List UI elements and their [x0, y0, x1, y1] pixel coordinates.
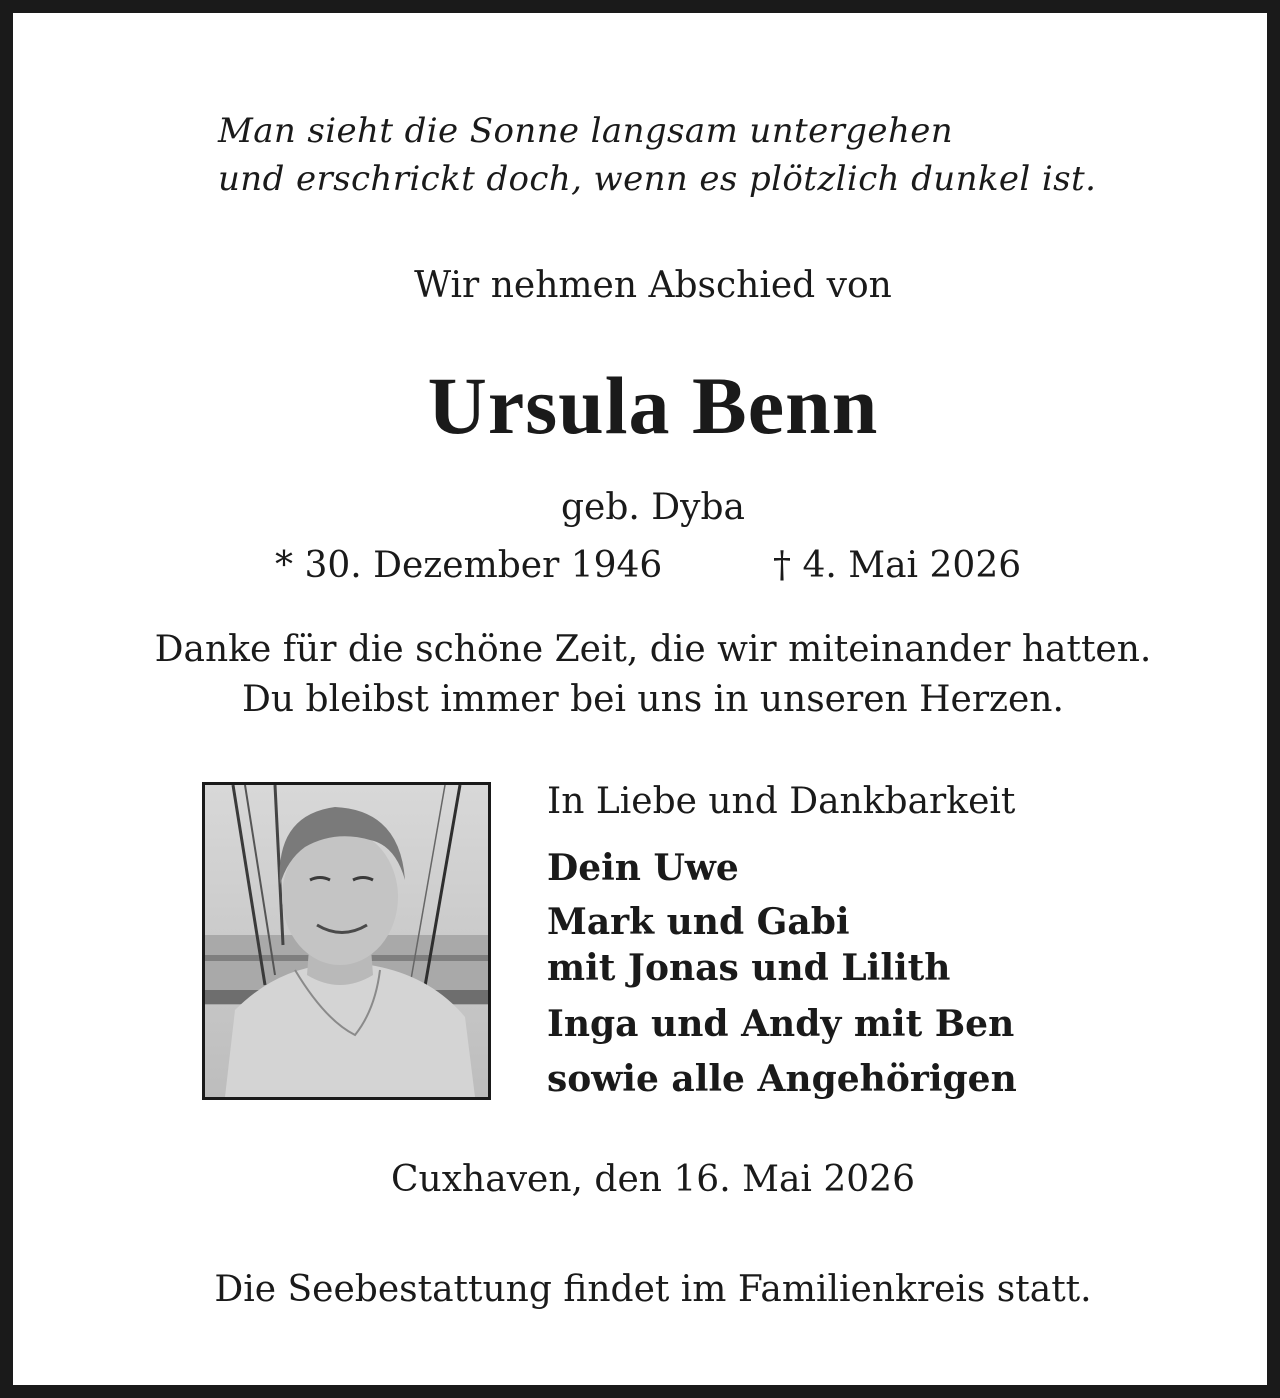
place-and-date: Cuxhaven, den 16. Mai 2026: [391, 1159, 915, 1200]
portrait-photo: [202, 782, 491, 1100]
birth-name: geb. Dyba: [561, 487, 745, 528]
burial-note: Die Seebestattung findet im Familienkreis statt.: [214, 1269, 1092, 1310]
family-member: Inga und Andy mit Ben: [547, 1003, 1015, 1045]
thanks-line-2: Du bleibst immer bei uns in unseren Herzen.: [242, 679, 1064, 720]
farewell-intro: Wir nehmen Abschied von: [414, 265, 892, 306]
birth-date: * 30. Dezember 1946: [275, 545, 663, 586]
thanks-line-1: Danke für die schöne Zeit, die wir miteinander hatten.: [154, 629, 1152, 670]
family-member: mit Jonas und Lilith: [547, 947, 951, 989]
family-intro: In Liebe und Dankbarkeit: [547, 781, 1016, 822]
family-member: Dein Uwe: [547, 847, 739, 889]
family-member: Mark und Gabi: [547, 901, 850, 943]
family-member: sowie alle Angehörigen: [547, 1058, 1017, 1100]
quote-line-2: und erschrickt doch, wenn es plötzlich dunkel ist.: [218, 159, 1097, 199]
deceased-name: Ursula Benn: [427, 360, 879, 451]
quote-line-1: Man sieht die Sonne langsam untergehen: [218, 111, 954, 151]
death-date: † 4. Mai 2026: [773, 545, 1022, 586]
